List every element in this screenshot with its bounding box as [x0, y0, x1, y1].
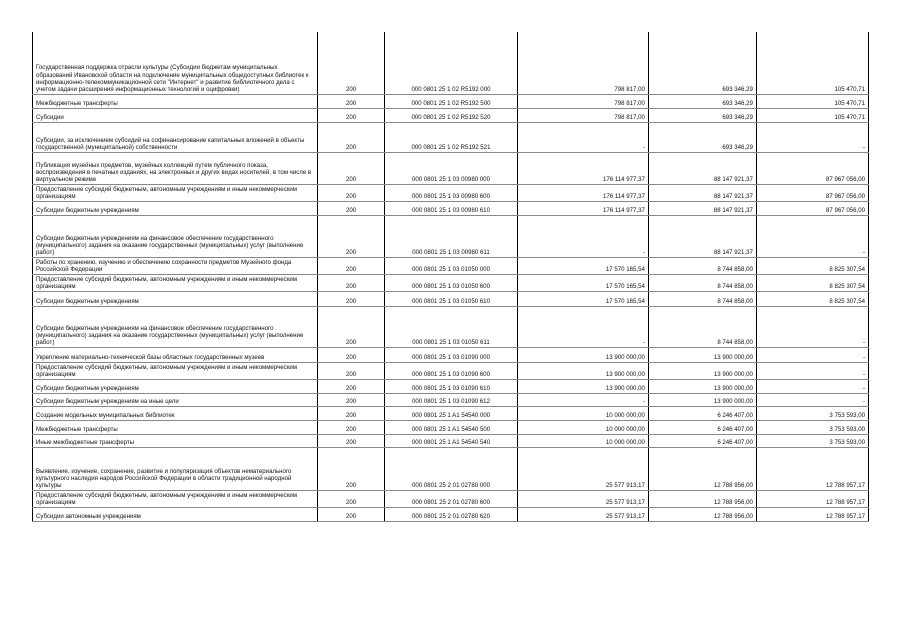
row-approved-cell: 176 114 977,37: [517, 152, 648, 184]
row-unexecuted-cell: -: [756, 347, 868, 362]
table-row: [33, 347, 869, 362]
table-row: [33, 379, 869, 393]
row-unexecuted-cell: 87 967 056,00: [756, 184, 868, 201]
row-unexecuted-cell: 8 825 307,54: [756, 257, 868, 274]
row-budget-code-cell: 000 0801 25 1 03 01090 000: [385, 347, 517, 362]
row-unexecuted-cell: 3 753 593,00: [756, 420, 868, 434]
row-name-cell: Субсидии бюджетным учреждениям: [33, 291, 318, 306]
row-executed-cell: 88 147 921,37: [648, 215, 756, 257]
row-unexecuted-cell: -: [756, 122, 868, 152]
table-row: [33, 122, 869, 152]
row-name-cell: Публикация музейных предметов, музейных коллекций путем публичного показа, воспроизведения в печатных изданиях, на электронных и других видах носителей, в том числе в виртуальном режиме: [33, 152, 318, 184]
table-row: [33, 434, 869, 447]
row-budget-code-cell: 000 0801 25 1 03 00980 600: [385, 184, 517, 201]
table-row: [33, 108, 869, 122]
row-budget-code-cell: 000 0801 25 1 A1 54540 000: [385, 406, 517, 420]
row-name-cell: Укрепление материально-технической базы областных государственных музеев: [33, 347, 318, 362]
expenditure-table: [32, 32, 869, 522]
row-budget-code-cell: 000 0801 25 1 03 00980 000: [385, 152, 517, 184]
row-budget-code-cell: 000 0801 25 1 02 R5192 500: [385, 94, 517, 108]
row-name-cell: Межбюджетные трансферты: [33, 94, 318, 108]
row-name-cell: Субсидии: [33, 108, 318, 122]
row-budget-code-cell: 000 0801 25 1 03 01050 000: [385, 257, 517, 274]
row-unexecuted-cell: -: [756, 379, 868, 393]
row-unexecuted-cell: 12 788 957,17: [756, 507, 868, 521]
row-executed-cell: 88 147 921,37: [648, 152, 756, 184]
row-name-cell: Субсидии бюджетным учреждениям на иные цели: [33, 393, 318, 406]
row-admin-code-cell: 200: [317, 406, 385, 420]
row-executed-cell: 6 246 407,00: [648, 420, 756, 434]
row-name-cell: Предоставление субсидий бюджетным, автономным учреждениям и иным некоммерческим организациям: [33, 274, 318, 291]
row-executed-cell: 6 246 407,00: [648, 434, 756, 447]
row-admin-code-cell: 200: [317, 274, 385, 291]
row-approved-cell: -: [517, 306, 648, 347]
row-budget-code-cell: 000 0801 25 1 02 R5192 000: [385, 32, 517, 94]
row-approved-cell: 10 000 000,00: [517, 406, 648, 420]
row-unexecuted-cell: 12 788 957,17: [756, 490, 868, 507]
table-row: [33, 94, 869, 108]
table-row: [33, 420, 869, 434]
row-approved-cell: 176 114 977,37: [517, 201, 648, 215]
table-row: [33, 274, 869, 291]
row-executed-cell: 6 246 407,00: [648, 406, 756, 420]
table-row: [33, 32, 869, 94]
row-budget-code-cell: 000 0801 25 1 03 00980 611: [385, 215, 517, 257]
row-admin-code-cell: 200: [317, 215, 385, 257]
row-admin-code-cell: 200: [317, 362, 385, 379]
row-budget-code-cell: 000 0801 25 1 A1 54540 540: [385, 434, 517, 447]
row-admin-code-cell: 200: [317, 306, 385, 347]
row-admin-code-cell: 200: [317, 122, 385, 152]
table-row: [33, 257, 869, 274]
row-approved-cell: 25 577 913,17: [517, 447, 648, 490]
row-unexecuted-cell: -: [756, 393, 868, 406]
table-row: [33, 406, 869, 420]
row-executed-cell: 12 788 956,00: [648, 490, 756, 507]
row-approved-cell: 25 577 913,17: [517, 507, 648, 521]
row-budget-code-cell: 000 0801 25 1 02 R5192 520: [385, 108, 517, 122]
table-row: [33, 291, 869, 306]
row-admin-code-cell: 200: [317, 434, 385, 447]
row-executed-cell: 8 744 858,00: [648, 274, 756, 291]
row-unexecuted-cell: -: [756, 306, 868, 347]
row-unexecuted-cell: 105 470,71: [756, 108, 868, 122]
row-budget-code-cell: 000 0801 25 1 03 01050 600: [385, 274, 517, 291]
row-approved-cell: 17 570 165,54: [517, 257, 648, 274]
row-admin-code-cell: 200: [317, 94, 385, 108]
row-executed-cell: 8 744 858,00: [648, 291, 756, 306]
row-budget-code-cell: 000 0801 25 1 A1 54540 500: [385, 420, 517, 434]
row-name-cell: Субсидии бюджетным учреждениям: [33, 379, 318, 393]
row-admin-code-cell: 200: [317, 291, 385, 306]
row-approved-cell: 13 900 000,00: [517, 379, 648, 393]
row-executed-cell: 693 346,29: [648, 32, 756, 94]
row-budget-code-cell: 000 0801 25 2 01 02780 620: [385, 507, 517, 521]
row-budget-code-cell: 000 0801 25 2 01 02780 600: [385, 490, 517, 507]
row-budget-code-cell: 000 0801 25 1 03 01090 600: [385, 362, 517, 379]
row-name-cell: Иные межбюджетные трансферты: [33, 434, 318, 447]
row-approved-cell: -: [517, 215, 648, 257]
table-row: [33, 201, 869, 215]
row-executed-cell: 13 900 000,00: [648, 347, 756, 362]
row-admin-code-cell: 200: [317, 393, 385, 406]
row-budget-code-cell: 000 0801 25 2 01 02780 000: [385, 447, 517, 490]
row-executed-cell: 13 900 000,00: [648, 393, 756, 406]
row-name-cell: Государственная поддержка отрасли культуры (Субсидии бюджетам муниципальных образований Ивановской области на подключение муниципальных общедоступных библиотек к информационно-телекоммуникационной сети "Интернет" и развитие библиотечного дела с учетом задачи расширения информационных технологий и оцифровки): [33, 32, 318, 94]
row-executed-cell: 693 346,29: [648, 94, 756, 108]
table-body: [33, 32, 869, 521]
row-approved-cell: 10 000 000,00: [517, 434, 648, 447]
row-admin-code-cell: 200: [317, 347, 385, 362]
row-unexecuted-cell: 105 470,71: [756, 32, 868, 94]
row-name-cell: Межбюджетные трансферты: [33, 420, 318, 434]
row-unexecuted-cell: 12 788 957,17: [756, 447, 868, 490]
row-name-cell: Работы по хранению, изучению и обеспечению сохранности предметов Музейного фонда Российской Федерации: [33, 257, 318, 274]
row-budget-code-cell: 000 0801 25 1 02 R5192 521: [385, 122, 517, 152]
row-admin-code-cell: 200: [317, 257, 385, 274]
table-row: [33, 507, 869, 521]
row-approved-cell: 10 000 000,00: [517, 420, 648, 434]
row-unexecuted-cell: -: [756, 362, 868, 379]
row-approved-cell: 17 570 165,54: [517, 274, 648, 291]
row-name-cell: Предоставление субсидий бюджетным, автономным учреждениям и иным некоммерческим организациям: [33, 490, 318, 507]
table-row: [33, 184, 869, 201]
row-admin-code-cell: 200: [317, 490, 385, 507]
row-unexecuted-cell: 105 470,71: [756, 94, 868, 108]
table-row: [33, 306, 869, 347]
row-unexecuted-cell: -: [756, 215, 868, 257]
row-admin-code-cell: 200: [317, 32, 385, 94]
row-name-cell: Создание модельных муниципальных библиотек: [33, 406, 318, 420]
row-name-cell: Субсидии бюджетным учреждениям на финансовое обеспечение государственного (муниципального) задания на оказание государственных (муниципальных) услуг (выполнение работ): [33, 215, 318, 257]
row-admin-code-cell: 200: [317, 507, 385, 521]
row-admin-code-cell: 200: [317, 108, 385, 122]
row-budget-code-cell: 000 0801 25 1 03 01050 610: [385, 291, 517, 306]
row-executed-cell: 13 900 000,00: [648, 362, 756, 379]
table-row: [33, 362, 869, 379]
row-unexecuted-cell: 87 967 056,00: [756, 201, 868, 215]
row-name-cell: Субсидии бюджетным учреждениям на финансовое обеспечение государственного (муниципального) задания на оказание государственных (муниципальных) услуг (выполнение работ): [33, 306, 318, 347]
row-budget-code-cell: 000 0801 25 1 03 00980 610: [385, 201, 517, 215]
table-row: [33, 152, 869, 184]
table-row: [33, 447, 869, 490]
row-name-cell: Субсидии автономным учреждениям: [33, 507, 318, 521]
row-approved-cell: 176 114 977,37: [517, 184, 648, 201]
row-admin-code-cell: 200: [317, 447, 385, 490]
row-name-cell: Выявление, изучение, сохранение, развитие и популяризация объектов нематериального культурного наследия народов Российской Федерации в области традиционной народной культуры: [33, 447, 318, 490]
row-executed-cell: 693 346,29: [648, 122, 756, 152]
table-row: [33, 393, 869, 406]
row-executed-cell: 8 744 858,00: [648, 306, 756, 347]
row-admin-code-cell: 200: [317, 420, 385, 434]
row-admin-code-cell: 200: [317, 184, 385, 201]
row-admin-code-cell: 200: [317, 152, 385, 184]
row-approved-cell: -: [517, 122, 648, 152]
row-name-cell: Субсидии бюджетным учреждениям: [33, 201, 318, 215]
row-executed-cell: 12 788 956,00: [648, 507, 756, 521]
row-executed-cell: 13 900 000,00: [648, 379, 756, 393]
table-row: [33, 490, 869, 507]
row-admin-code-cell: 200: [317, 379, 385, 393]
row-approved-cell: 25 577 913,17: [517, 490, 648, 507]
row-budget-code-cell: 000 0801 25 1 03 01050 611: [385, 306, 517, 347]
table-row: [33, 215, 869, 257]
row-approved-cell: 798 817,00: [517, 108, 648, 122]
row-approved-cell: 798 817,00: [517, 32, 648, 94]
row-name-cell: Субсидии, за исключением субсидий на софинансирование капитальных вложений в объекты государственной (муниципальной) собственности: [33, 122, 318, 152]
row-unexecuted-cell: 87 967 056,00: [756, 152, 868, 184]
row-approved-cell: -: [517, 393, 648, 406]
row-executed-cell: 8 744 858,00: [648, 257, 756, 274]
row-executed-cell: 88 147 921,37: [648, 201, 756, 215]
row-budget-code-cell: 000 0801 25 1 03 01090 612: [385, 393, 517, 406]
row-executed-cell: 88 147 921,37: [648, 184, 756, 201]
row-budget-code-cell: 000 0801 25 1 03 01090 610: [385, 379, 517, 393]
row-unexecuted-cell: 3 753 593,00: [756, 434, 868, 447]
row-executed-cell: 693 346,29: [648, 108, 756, 122]
row-admin-code-cell: 200: [317, 201, 385, 215]
row-approved-cell: 17 570 165,54: [517, 291, 648, 306]
row-unexecuted-cell: 8 825 307,54: [756, 274, 868, 291]
row-unexecuted-cell: 8 825 307,54: [756, 291, 868, 306]
row-executed-cell: 12 788 956,00: [648, 447, 756, 490]
row-approved-cell: 798 817,00: [517, 94, 648, 108]
row-name-cell: Предоставление субсидий бюджетным, автономным учреждениям и иным некоммерческим организациям: [33, 362, 318, 379]
row-name-cell: Предоставление субсидий бюджетным, автономным учреждениям и иным некоммерческим организациям: [33, 184, 318, 201]
row-approved-cell: 13 900 000,00: [517, 347, 648, 362]
row-unexecuted-cell: 3 753 593,00: [756, 406, 868, 420]
row-approved-cell: 13 900 000,00: [517, 362, 648, 379]
